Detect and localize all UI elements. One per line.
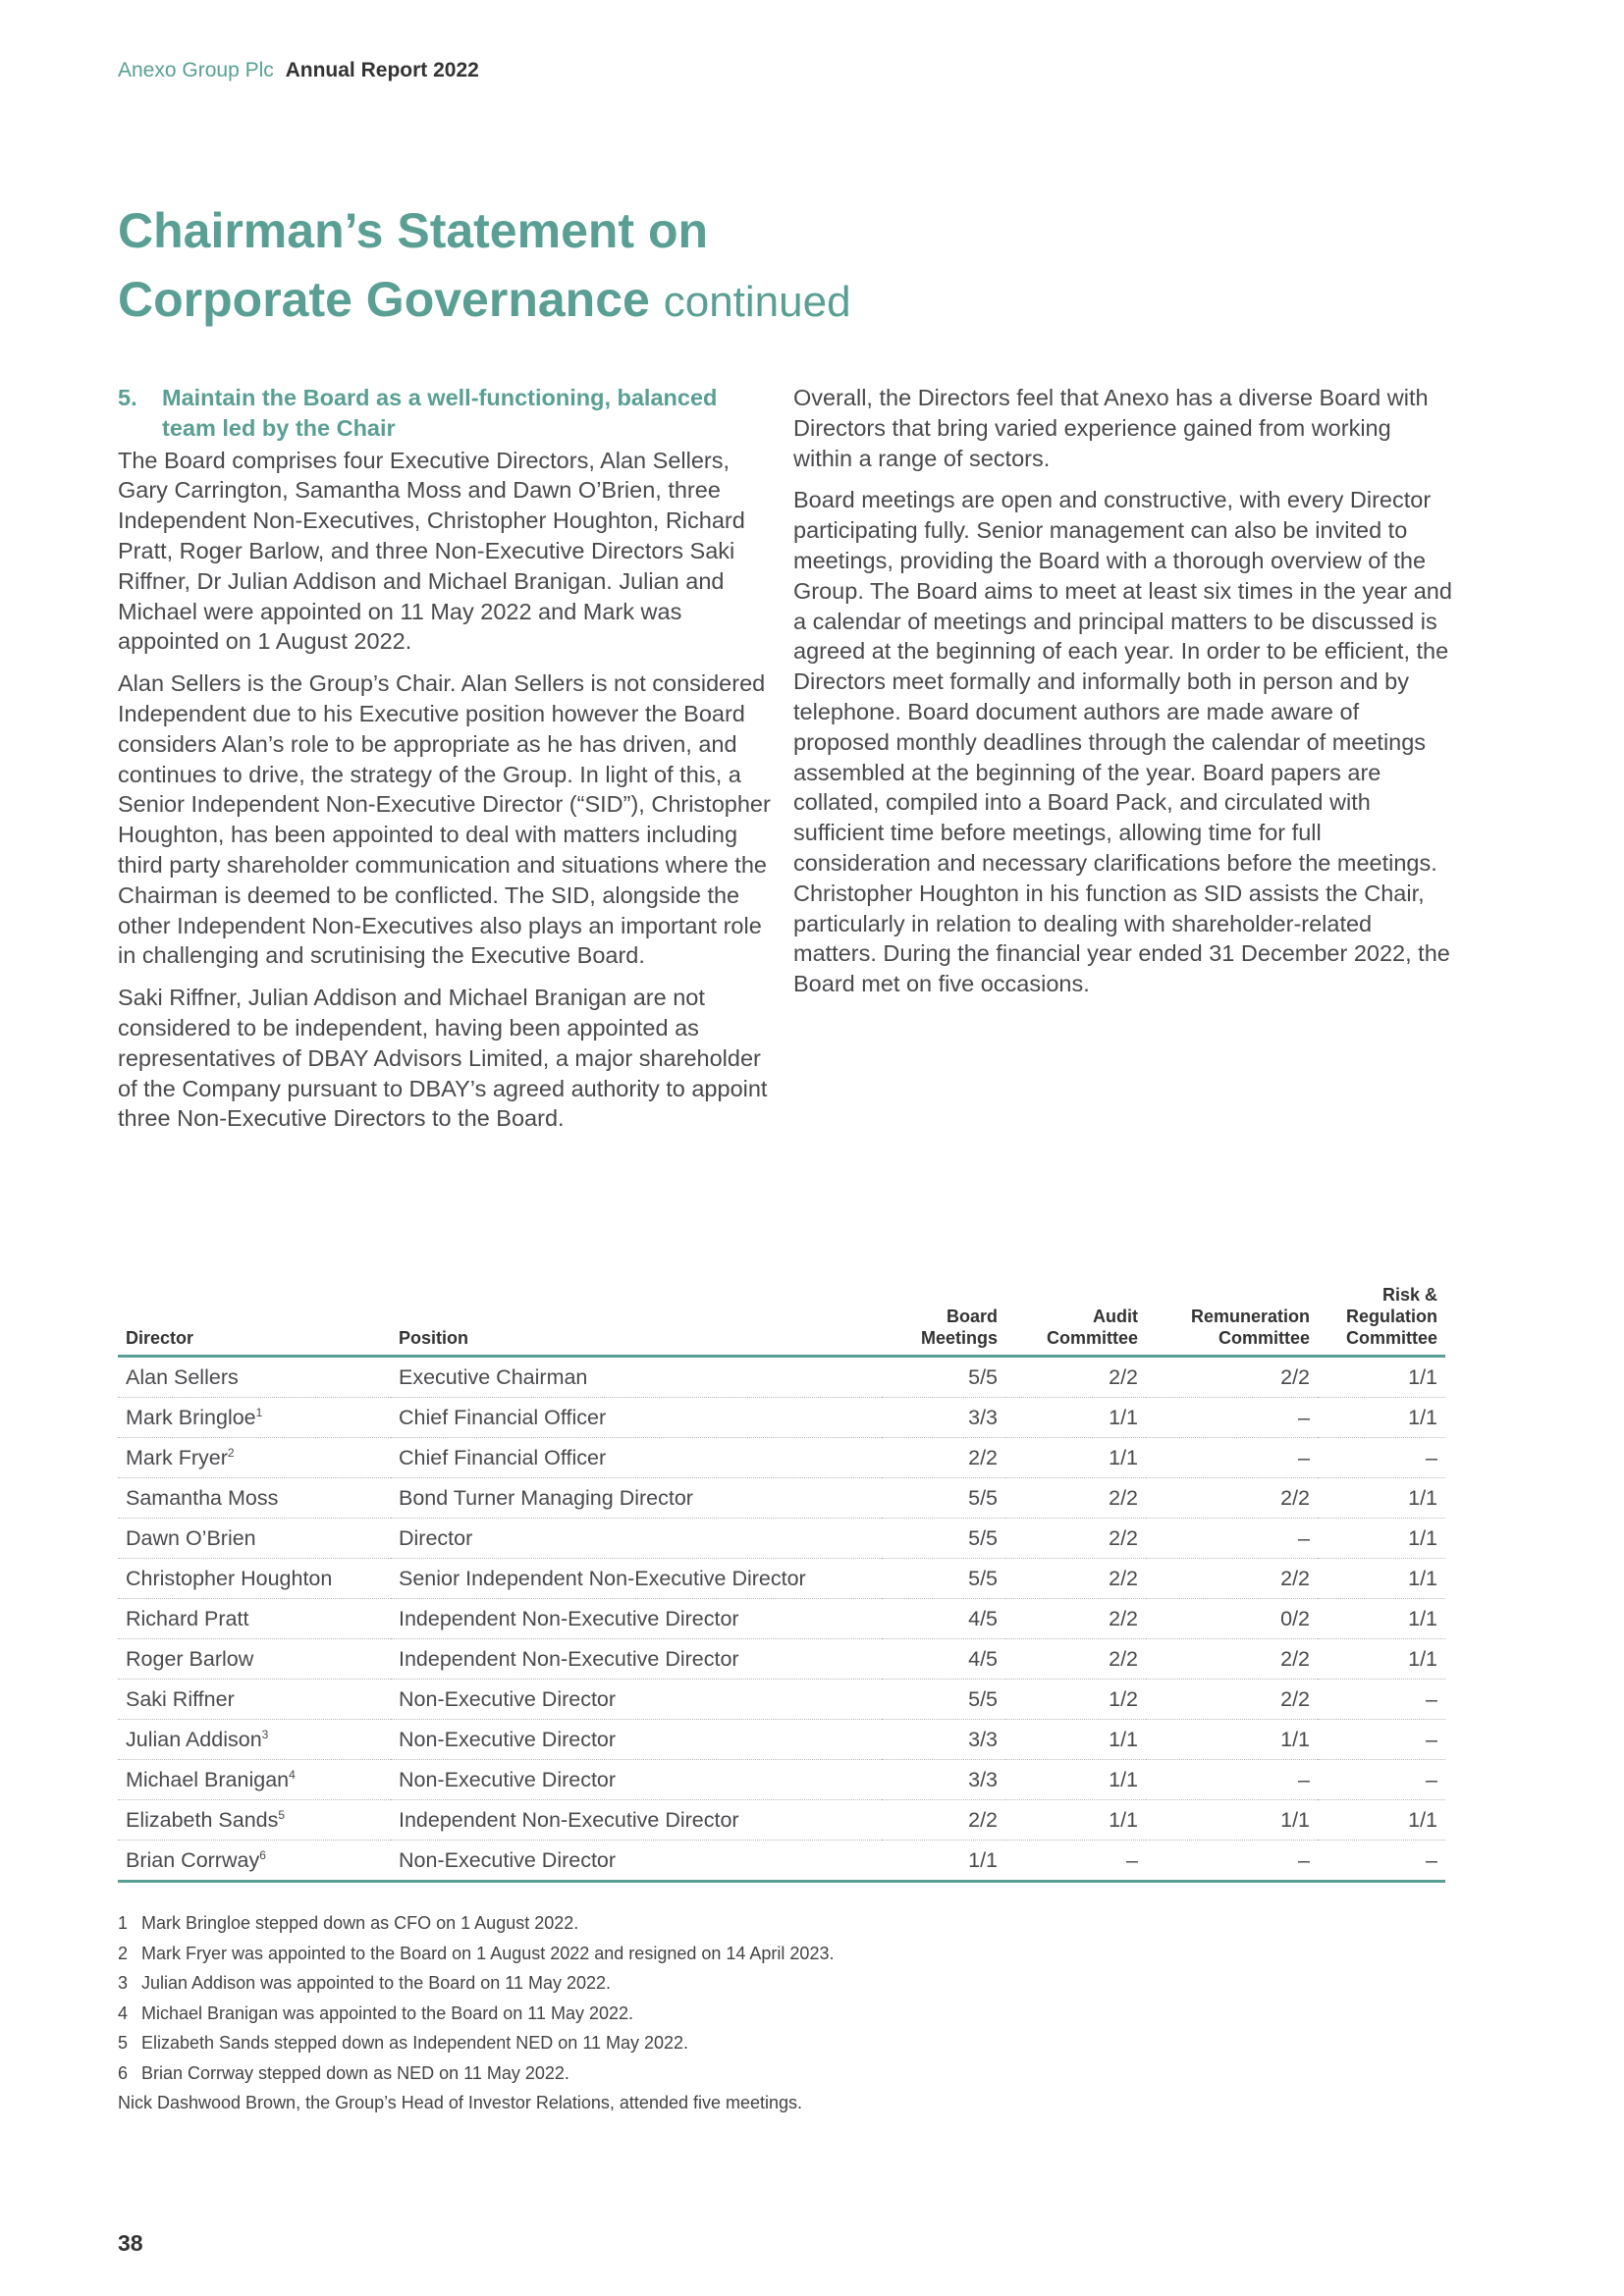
board-meetings-cell: 5/5 — [882, 1680, 1005, 1720]
director-name — [118, 1800, 391, 1841]
report-name: Annual Report 2022 — [285, 59, 479, 81]
director-position: Independent Non-Executive Director — [391, 1599, 882, 1639]
risk-committee-cell: 1/1 — [1318, 1357, 1445, 1398]
director-name — [118, 1478, 391, 1519]
col-header-board: Board Meetings — [882, 1284, 1005, 1357]
director-position: Non-Executive Director — [391, 1720, 882, 1760]
footnote-text: Elizabeth Sands stepped down as Independent NED on 11 May 2022. — [141, 2033, 689, 2053]
director-position: Senior Independent Non-Executive Director — [391, 1559, 882, 1599]
board-meetings-cell: 5/5 — [882, 1559, 1005, 1599]
running-header — [118, 59, 479, 82]
board-meetings-cell: 2/2 — [882, 1438, 1005, 1478]
attendance-table — [118, 1284, 1445, 1883]
footnote-marker: 5 — [278, 1807, 286, 1822]
director-name-text: Alan Sellers — [126, 1364, 239, 1389]
director-name — [118, 1519, 391, 1559]
board-meetings-cell: 4/5 — [882, 1639, 1005, 1680]
table-row — [118, 1357, 1445, 1398]
director-position: Director — [391, 1519, 882, 1559]
table-row — [118, 1639, 1445, 1680]
footnote-marker: 2 — [227, 1445, 235, 1460]
footnote-number: 3 — [118, 1973, 129, 1993]
risk-committee-cell: 1/1 — [1318, 1519, 1445, 1559]
title-main: Corporate Governance — [118, 272, 650, 327]
audit-committee-cell: 1/1 — [1005, 1720, 1146, 1760]
director-name — [118, 1760, 391, 1800]
footnote-item — [118, 1968, 834, 1999]
footnotes — [118, 1908, 834, 2118]
board-meetings-cell: 3/3 — [882, 1760, 1005, 1800]
audit-committee-cell: 1/1 — [1005, 1438, 1146, 1478]
footnote-marker: 6 — [259, 1847, 266, 1862]
board-meetings-cell: 5/5 — [882, 1357, 1005, 1398]
director-name-text: Brian Corrway — [126, 1847, 260, 1872]
table-row — [118, 1438, 1445, 1478]
company-name: Anexo Group Plc — [118, 59, 274, 81]
table-row — [118, 1720, 1445, 1760]
director-name — [118, 1438, 391, 1478]
audit-committee-cell: 2/2 — [1005, 1357, 1146, 1398]
risk-committee-cell: – — [1318, 1720, 1445, 1760]
footnote-number: 6 — [118, 2062, 129, 2083]
director-position: Independent Non-Executive Director — [391, 1800, 882, 1841]
risk-committee-cell: 1/1 — [1318, 1478, 1445, 1519]
table-row — [118, 1559, 1445, 1599]
footnote-text: Julian Addison was appointed to the Board on 11 May 2022. — [141, 1973, 612, 1993]
director-position: Bond Turner Managing Director — [391, 1478, 882, 1519]
remuneration-committee-cell: – — [1146, 1519, 1318, 1559]
paragraph: Overall, the Directors feel that Anexo has a diverse Board with Directors that bring varied experience gained from working within a range of sectors. — [793, 385, 1429, 471]
board-meetings-cell: 4/5 — [882, 1599, 1005, 1639]
director-position: Non-Executive Director — [391, 1760, 882, 1800]
audit-committee-cell: 1/1 — [1005, 1760, 1146, 1800]
footnote-number: 1 — [118, 1913, 129, 1933]
audit-committee-cell: – — [1005, 1841, 1146, 1882]
director-name — [118, 1841, 391, 1882]
audit-committee-cell: 2/2 — [1005, 1639, 1146, 1680]
section-heading — [118, 383, 776, 444]
risk-committee-cell: 1/1 — [1318, 1398, 1445, 1438]
footnote-text: Michael Branigan was appointed to the Board on 11 May 2022. — [141, 2002, 633, 2023]
paragraph: Saki Riffner, Julian Addison and Michael Branigan are not considered to be independent, having been appointed as representatives of DBAY Advisors Limited, a major shareholder of the Company pursuant to DBAY’s agreed authority to appoint three Non-Executive Directors to the Board. — [118, 985, 768, 1132]
remuneration-committee-cell: 1/1 — [1146, 1800, 1318, 1841]
remuneration-committee-cell: – — [1146, 1438, 1318, 1478]
board-meetings-cell: 2/2 — [882, 1800, 1005, 1841]
director-position: Non-Executive Director — [391, 1841, 882, 1882]
director-position: Independent Non-Executive Director — [391, 1639, 882, 1680]
footnote-marker: 1 — [255, 1405, 263, 1419]
section-number: 5. — [118, 385, 137, 410]
table-row — [118, 1760, 1445, 1800]
audit-committee-cell: 2/2 — [1005, 1559, 1146, 1599]
director-name-text: Richard Pratt — [126, 1606, 249, 1630]
page-number: 38 — [118, 2230, 143, 2256]
risk-committee-cell: – — [1318, 1760, 1445, 1800]
table-row — [118, 1398, 1445, 1438]
footnote-text: Mark Fryer was appointed to the Board on 1 August 2022 and resigned on 14 April 2023. — [141, 1943, 835, 1963]
footnote-item — [118, 2028, 834, 2058]
director-name-text: Roger Barlow — [126, 1646, 254, 1671]
director-position: Chief Financial Officer — [391, 1398, 882, 1438]
table-header-row — [118, 1284, 1445, 1357]
col-header-director: Director — [118, 1284, 391, 1357]
footnote-marker: 4 — [289, 1767, 296, 1782]
remuneration-committee-cell: – — [1146, 1841, 1318, 1882]
footnote-number: 4 — [118, 2002, 129, 2023]
remuneration-committee-cell: – — [1146, 1760, 1318, 1800]
director-name-text: Mark Bringloe — [126, 1405, 256, 1429]
footer-note: Nick Dashwood Brown, the Group’s Head of Investor Relations, attended five meetings. — [118, 2093, 803, 2112]
director-name — [118, 1720, 391, 1760]
board-meetings-cell: 1/1 — [882, 1841, 1005, 1882]
left-column — [118, 383, 776, 1146]
paragraph: Alan Sellers is the Group’s Chair. Alan Sellers is not considered Independent due to his Executive position however the Board considers Alan’s role to be appropriate as he has driven, and continues to drive, the strategy of the Group. In light of this, a Senior Independent Non-Executive Director (“SID”), Christopher Houghton, has been appointed to deal with matters including third party shareholder communication and situations where the Chairman is deemed to be conflicted. The SID, alongside the other Independent Non-Executives also plays an important role in challenging and scrutinising the Executive Board. — [118, 670, 771, 969]
board-meetings-cell: 5/5 — [882, 1478, 1005, 1519]
remuneration-committee-cell: 2/2 — [1146, 1680, 1318, 1720]
remuneration-committee-cell: 1/1 — [1146, 1720, 1318, 1760]
footnote-number: 2 — [118, 1943, 129, 1963]
director-name-text: Saki Riffner — [126, 1686, 235, 1711]
director-name — [118, 1559, 391, 1599]
title-suffix: continued — [663, 278, 851, 326]
table-row — [118, 1680, 1445, 1720]
footnote-item — [118, 1999, 834, 2029]
director-position: Executive Chairman — [391, 1357, 882, 1398]
director-position: Non-Executive Director — [391, 1680, 882, 1720]
section-heading-text: Maintain the Board as a well-functioning, balanced team led by the Chair — [162, 385, 718, 441]
director-name-text: Dawn O’Brien — [126, 1525, 256, 1550]
footnote-item — [118, 1939, 834, 1969]
director-name-text: Mark Fryer — [126, 1445, 228, 1469]
risk-committee-cell: 1/1 — [1318, 1800, 1445, 1841]
table-row — [118, 1841, 1445, 1882]
risk-committee-cell: 1/1 — [1318, 1599, 1445, 1639]
director-name-text: Michael Branigan — [126, 1767, 290, 1791]
table-row — [118, 1599, 1445, 1639]
paragraph: The Board comprises four Executive Directors, Alan Sellers, Gary Carrington, Samantha Moss and Dawn O’Brien, three Independent Non-Executives, Christopher Houghton, Richard Pratt, Roger Barlow, and three Non-Executive Directors Saki Riffner, Dr Julian Addison and Michael Branigan. Julian and Michael were appointed on 11 May 2022 and Mark was appointed on 1 August 2022. — [118, 447, 745, 655]
remuneration-committee-cell: 2/2 — [1146, 1357, 1318, 1398]
board-meetings-cell: 3/3 — [882, 1720, 1005, 1760]
footnote-text: Brian Corrway stepped down as NED on 11 May 2022. — [141, 2062, 569, 2083]
risk-committee-cell: – — [1318, 1680, 1445, 1720]
col-header-audit: Audit Committee — [1005, 1284, 1146, 1357]
risk-committee-cell: – — [1318, 1438, 1445, 1478]
director-name-text: Elizabeth Sands — [126, 1807, 279, 1832]
footnote-text: Mark Bringloe stepped down as CFO on 1 August 2022. — [141, 1913, 579, 1933]
right-column — [793, 383, 1453, 1011]
table-row — [118, 1519, 1445, 1559]
page-title — [118, 196, 851, 337]
risk-committee-cell: – — [1318, 1841, 1445, 1882]
director-name — [118, 1680, 391, 1720]
col-header-position: Position — [391, 1284, 882, 1357]
footnote-item — [118, 2058, 834, 2089]
table-row — [118, 1800, 1445, 1841]
remuneration-committee-cell: 2/2 — [1146, 1639, 1318, 1680]
risk-committee-cell: 1/1 — [1318, 1559, 1445, 1599]
director-name — [118, 1398, 391, 1438]
paragraph: Board meetings are open and constructive, with every Director participating fully. Senior management can also be invited to meetings, providing the Board with a thorough overview of the Group. The Board aims to meet at least six times in the year and a calendar of meetings and principal matters to be discussed is agreed at the beginning of each year. In order to be efficient, the Directors meet formally and informally both in person and by telephone. Board document authors are made aware of proposed monthly deadlines through the calendar of meetings assembled at the beginning of the year. Board papers are collated, compiled into a Board Pack, and circulated with sufficient time before meetings, allowing time for full consideration and necessary clarifications before the meetings. Christopher Houghton in his function as SID assists the Chair, particularly in relation to dealing with shareholder-related matters. During the financial year ended 31 December 2022, the Board met on five occasions. — [793, 487, 1452, 997]
footnote-number: 5 — [118, 2033, 129, 2053]
title-line-1: Chairman’s Statement on — [118, 203, 709, 258]
table-row — [118, 1478, 1445, 1519]
director-name-text: Julian Addison — [126, 1727, 262, 1751]
board-meetings-cell: 3/3 — [882, 1398, 1005, 1438]
col-header-risk: Risk & Regulation Committee — [1318, 1284, 1445, 1357]
director-name — [118, 1357, 391, 1398]
remuneration-committee-cell: – — [1146, 1398, 1318, 1438]
audit-committee-cell: 1/1 — [1005, 1398, 1146, 1438]
director-position: Chief Financial Officer — [391, 1438, 882, 1478]
director-name-text: Christopher Houghton — [126, 1566, 333, 1590]
audit-committee-cell: 2/2 — [1005, 1519, 1146, 1559]
director-name — [118, 1599, 391, 1639]
remuneration-committee-cell: 0/2 — [1146, 1599, 1318, 1639]
remuneration-committee-cell: 2/2 — [1146, 1478, 1318, 1519]
footnote-marker: 3 — [261, 1727, 269, 1741]
board-meetings-cell: 5/5 — [882, 1519, 1005, 1559]
remuneration-committee-cell: 2/2 — [1146, 1559, 1318, 1599]
audit-committee-cell: 1/1 — [1005, 1800, 1146, 1841]
risk-committee-cell: 1/1 — [1318, 1639, 1445, 1680]
director-name — [118, 1639, 391, 1680]
footnote-item — [118, 1908, 834, 1939]
audit-committee-cell: 2/2 — [1005, 1478, 1146, 1519]
audit-committee-cell: 1/2 — [1005, 1680, 1146, 1720]
audit-committee-cell: 2/2 — [1005, 1599, 1146, 1639]
col-header-remuneration: Remuneration Committee — [1146, 1284, 1318, 1357]
title-line-2 — [118, 265, 851, 337]
director-name-text: Samantha Moss — [126, 1485, 279, 1510]
